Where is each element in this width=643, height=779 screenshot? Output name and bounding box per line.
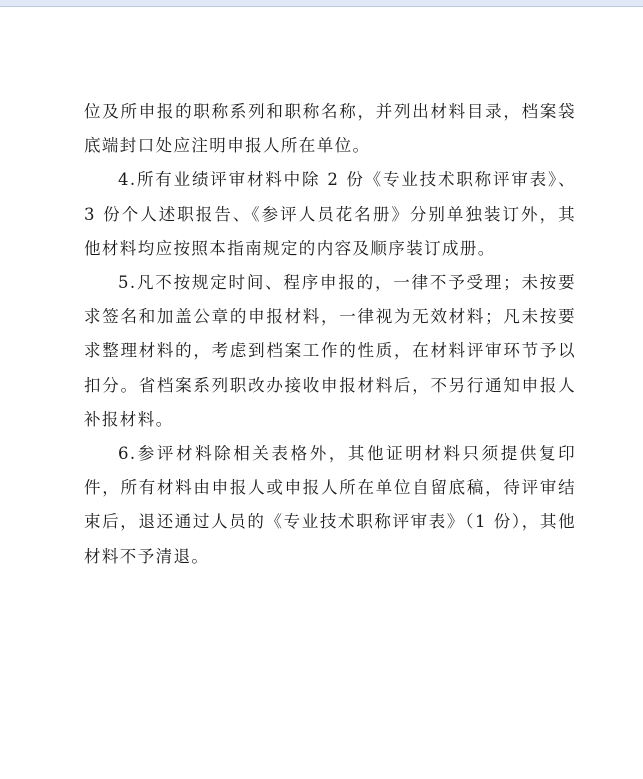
paragraph-item-5: 5.凡不按规定时间、程序申报的，一律不予受理；未按要求签名和加盖公章的申报材料，一律视为无效材料；凡未按要求整理材料的，考虑到档案工作的性质，在材料评审环节予以扣分。省档案系列职改办接收申报材料后，不另行通知申报人补报材料。: [84, 273, 576, 429]
paragraph-continuation: 位及所申报的职称系列和职称名称，并列出材料目录，档案袋底端封口处应注明申报人所在单位。: [84, 102, 576, 156]
viewer-top-border: [0, 0, 643, 7]
document-body: [84, 95, 576, 574]
paragraph-item-4: 4.所有业绩评审材料中除 2 份《专业技术职称评审表》、3 份个人述职报告、《参评人员花名册》分别单独装订外，其他材料均应按照本指南规定的内容及顺序装订成册。: [84, 170, 576, 258]
paragraph-item-6: 6.参评材料除相关表格外，其他证明材料只须提供复印件，所有材料由申报人或申报人所在单位自留底稿，待评审结束后，退还通过人员的《专业技术职称评审表》（1 份），其他材料不予清退。: [84, 444, 576, 566]
